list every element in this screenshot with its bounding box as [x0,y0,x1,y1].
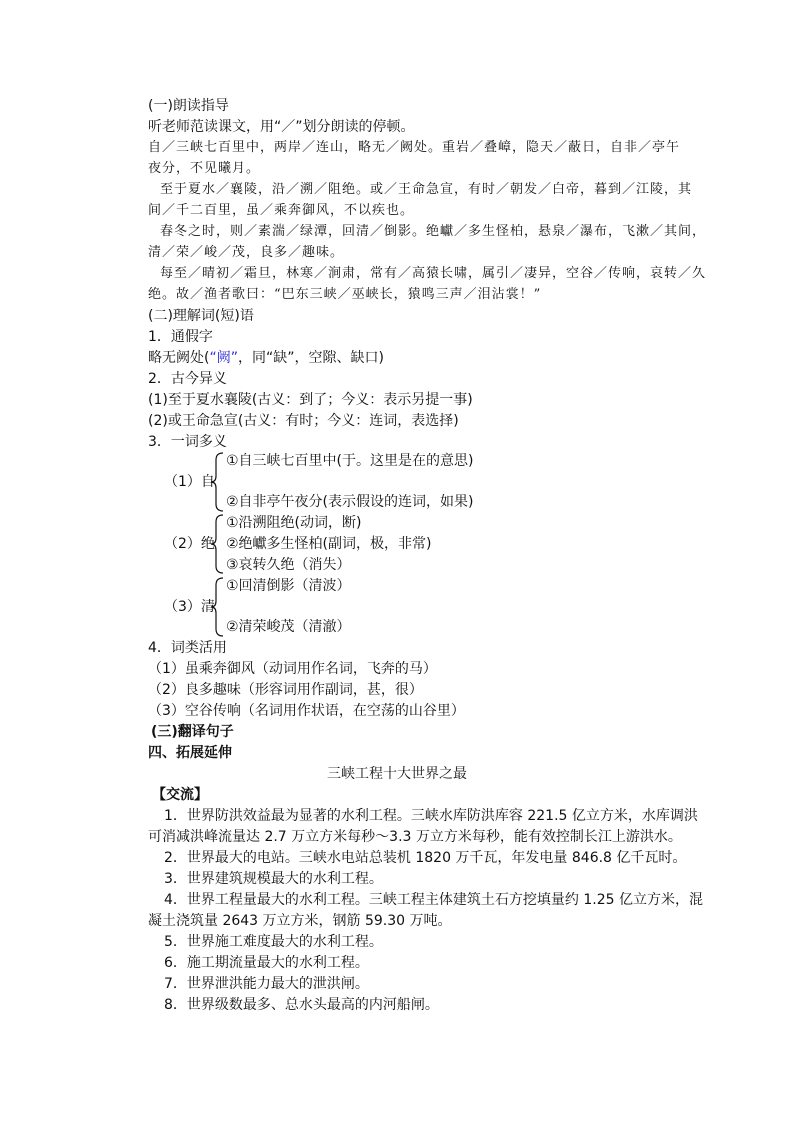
guji-item: (1)至于夏水襄陵(古义：到了；今义：表示另提一事) [148,392,473,408]
left-brace [210,577,224,637]
duoyi-sense: ①沿溯阻绝(动词，断) [226,515,362,531]
left-brace [210,452,224,512]
article-title: 三峡工程十大世界之最 [327,766,467,782]
tongjia-title: 1．通假字 [148,329,213,345]
duoyi-sense: ①自三峡七百里中(于。这里是在的意思) [226,453,474,469]
huoyong-title: 4．词类活用 [148,640,227,656]
guji-title: 2．古今异义 [148,371,227,387]
record-item: 2．世界最大的电站。三峡水电站总装机 1820 万千瓦，年发电量 846.8 亿千瓦时。 [164,850,687,866]
reading-instruction: 听老师范读课文，用“／”划分朗读的停顿。 [148,119,415,135]
duoyi-word: （2）绝 [164,536,215,552]
tongjia-item [148,348,384,368]
exchange-tag: 【交流】 [152,787,208,803]
passage-line: 春冬之时，则／素湍／绿潭，回清／倒影。绝巘／多生怪柏，悬泉／瀑布，飞漱／其间， [160,224,707,239]
duoyi-sense: ①回清倒影（清波） [226,578,351,594]
guji-item: (2)或王命急宣(古义：有时；今义：连词，表选择) [148,413,459,429]
huoyong-item: （2）良多趣味（形容词用作副词，甚，很） [148,682,423,698]
duoyi-title: 3．一词多义 [148,434,227,450]
section3-heading: (三)翻译句子 [151,724,234,740]
section4-heading: 四、拓展延伸 [148,745,232,761]
passage-line: 每至／晴初／霜旦，林寒／涧肃，常有／高猿长啸，属引／凄异，空谷／传响，哀转／久 [160,266,707,281]
duoyi-sense: ②绝巘多生怪柏(副词，极，非常) [226,536,432,552]
passage-line: 至于夏水／襄陵，沿／溯／阻绝。或／王命急宣，有时／朝发／白帝，暮到／江陵，其 [160,182,693,197]
tongjia-prefix: 略无阙处( [148,350,210,366]
tongjia-suffix: ，同“缺”，空隙、缺口) [237,350,384,366]
section2-heading: (二)理解词(短)语 [148,308,254,324]
left-brace [210,514,224,574]
record-item: 可消减洪峰流量达 2.7 万立方米每秒～3.3 万立方米每秒，能有效控制长江上游洪水。 [148,829,682,845]
record-item: 8．世界级数最多、总水头最高的内河船闸。 [164,997,439,1013]
huoyong-item: （3）空谷传响（名词用作状语，在空荡的山谷里） [148,703,465,719]
record-item: 6．施工期流量最大的水利工程。 [164,955,369,971]
passage-line: 间／千二百里，虽／乘奔御风，不以疾也。 [148,203,415,218]
passage-line: 清／荣／峻／茂，良多／趣味。 [148,245,345,260]
duoyi-sense: ②自非亭午夜分(表示假设的连词，如果) [226,494,474,510]
section1-heading: (一)朗读指导 [148,98,229,114]
duoyi-sense: ③哀转久绝（消失） [226,557,351,573]
record-item: 5．世界施工难度最大的水利工程。 [164,934,383,950]
duoyi-sense: ②清荣峻茂（清澈） [226,619,351,635]
passage-line: 绝。故／渔者歌曰：“巴东三峡／巫峡长，猿鸣三声／泪沾裳！” [148,287,542,302]
duoyi-word: （3）清 [164,599,215,615]
record-item: 1．世界防洪效益最为显著的水利工程。三峡水库防洪库容 221.5 亿立方米，水库调洪 [164,808,698,824]
record-item: 4．世界工程量最大的水利工程。三峡工程主体建筑土石方挖填量约 1.25 亿立方米，混 [164,892,703,908]
passage-line: 夜分，不见曦月。 [148,161,261,176]
huoyong-item: （1）虽乘奔御风（动词用作名词，飞奔的马） [148,661,437,677]
record-item: 7．世界泄洪能力最大的泄洪闸。 [164,976,369,992]
record-item: 凝土浇筑量 2643 万立方米，钢筋 59.30 万吨。 [148,913,452,929]
duoyi-word: （1）自 [164,474,215,490]
tongjia-highlight: “阙” [209,350,238,366]
passage-line: 自／三峡七百里中，两岸／连山，略无／阙处。重岩／叠嶂，隐天／蔽日，自非／亭午 [148,140,681,155]
record-item: 3．世界建筑规模最大的水利工程。 [164,871,383,887]
